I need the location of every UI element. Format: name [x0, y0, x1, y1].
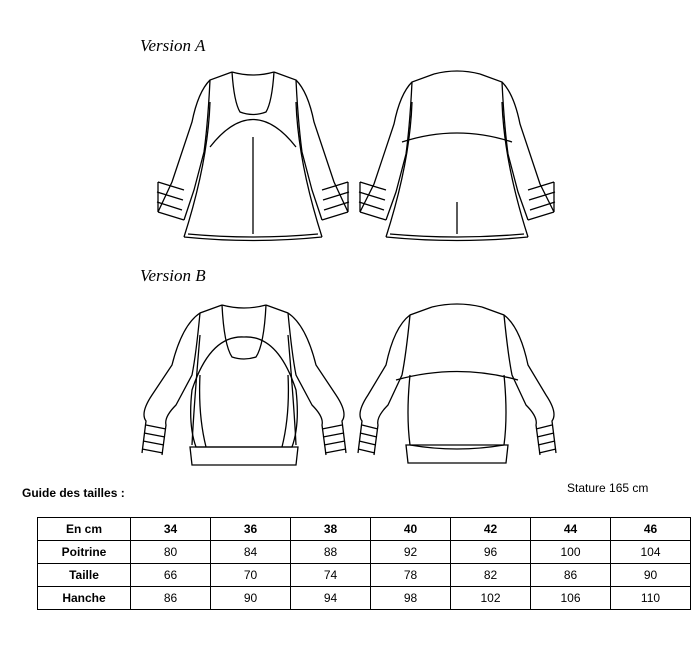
- size-header: 38: [291, 518, 371, 541]
- table-cell: 110: [611, 587, 691, 610]
- table-cell: 80: [131, 541, 211, 564]
- table-cell: 66: [131, 564, 211, 587]
- size-header: 34: [131, 518, 211, 541]
- size-table: [37, 517, 691, 610]
- table-cell: 104: [611, 541, 691, 564]
- table-row: [38, 564, 691, 587]
- header-label: En cm: [38, 518, 131, 541]
- table-row: [38, 541, 691, 564]
- size-header: 44: [531, 518, 611, 541]
- table-cell: 90: [611, 564, 691, 587]
- size-header: 42: [451, 518, 531, 541]
- table-cell: 100: [531, 541, 611, 564]
- table-cell: 82: [451, 564, 531, 587]
- table-cell: 96: [451, 541, 531, 564]
- version-b-back-drawing: [350, 295, 565, 470]
- row-label: Poitrine: [38, 541, 131, 564]
- row-label: Taille: [38, 564, 131, 587]
- version-a-label: Version A: [140, 36, 206, 55]
- version-b-label: Version B: [140, 266, 206, 285]
- stature-note: Stature 165 cm: [567, 481, 649, 495]
- table-row: [38, 587, 691, 610]
- size-header: 46: [611, 518, 691, 541]
- table-cell: 74: [291, 564, 371, 587]
- table-cell: 78: [371, 564, 451, 587]
- table-cell: 86: [131, 587, 211, 610]
- size-guide-title: Guide des tailles :: [22, 486, 125, 500]
- table-header-row: [38, 518, 691, 541]
- table-cell: 98: [371, 587, 451, 610]
- table-cell: 86: [531, 564, 611, 587]
- size-header: 40: [371, 518, 451, 541]
- table-cell: 94: [291, 587, 371, 610]
- table-cell: 88: [291, 541, 371, 564]
- table-cell: 84: [211, 541, 291, 564]
- size-header: 36: [211, 518, 291, 541]
- table-cell: 92: [371, 541, 451, 564]
- version-b-front-drawing: [132, 295, 357, 470]
- version-a-back-drawing: [352, 62, 562, 247]
- table-cell: 70: [211, 564, 291, 587]
- version-a-front-drawing: [148, 62, 358, 247]
- table-cell: 90: [211, 587, 291, 610]
- table-cell: 106: [531, 587, 611, 610]
- row-label: Hanche: [38, 587, 131, 610]
- table-cell: 102: [451, 587, 531, 610]
